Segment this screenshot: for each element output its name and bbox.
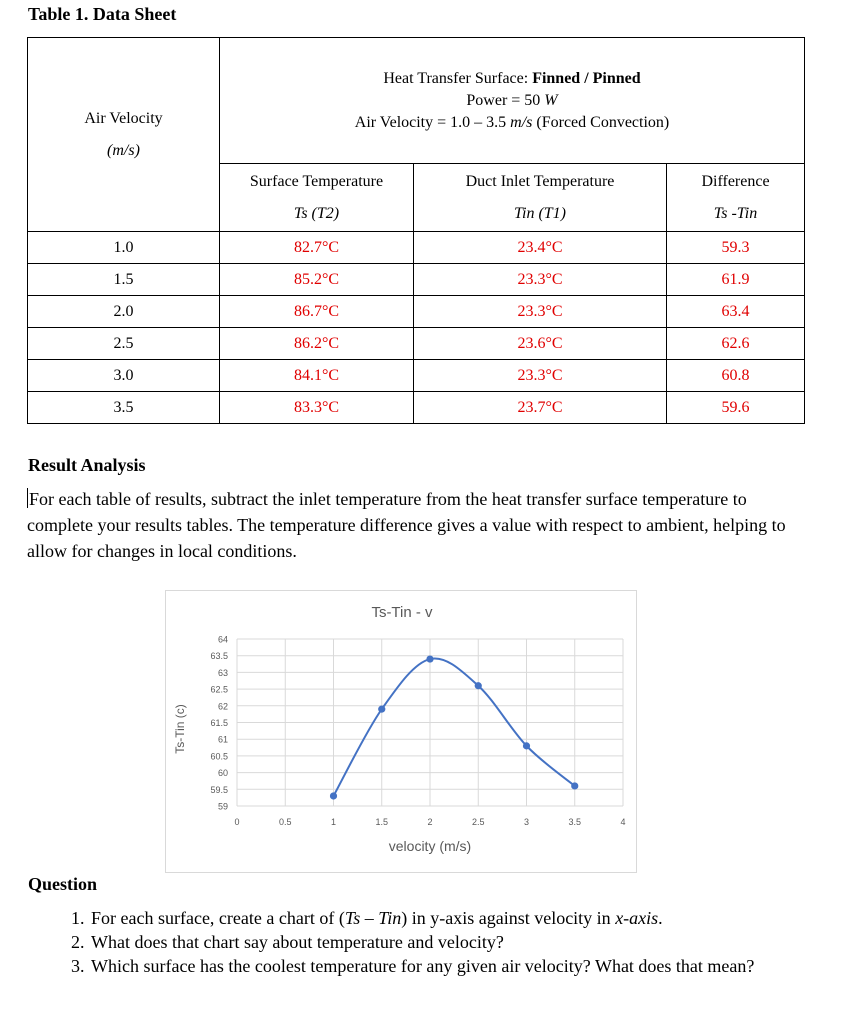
question-item: 1. For each surface, create a chart of (Ts – Tin) in y-axis against velocity in x-axis. — [89, 906, 844, 930]
x-tick-label: 3 — [523, 817, 530, 827]
inlet-temp-cell: 23.6°C — [414, 328, 667, 360]
difference-cell: 62.6 — [667, 328, 805, 360]
difference-cell: 59.3 — [667, 232, 805, 264]
surface-temp-cell: 82.7°C — [220, 232, 414, 264]
y-tick-label: 62.5 — [210, 684, 228, 695]
y-tick-label: 61 — [217, 734, 228, 745]
data-point — [475, 682, 482, 689]
surface-temp-cell: 85.2°C — [220, 264, 414, 296]
table-row — [28, 232, 805, 264]
table-row — [28, 264, 805, 296]
y-tick-label: 61.5 — [210, 718, 228, 728]
x-tick-label: 0 — [234, 817, 240, 827]
y-tick-label: 64 — [217, 634, 228, 645]
surface-temperature-header: Surface Temperature Ts (T2) — [220, 164, 414, 232]
table-row — [28, 296, 805, 328]
inlet-temp-cell: 23.3°C — [414, 264, 667, 296]
data-point — [523, 742, 530, 749]
inlet-temperature-header: Duct Inlet Temperature Tin (T1) — [414, 164, 667, 232]
inlet-temp-cell: 23.4°C — [414, 232, 667, 264]
air-velocity-header — [28, 38, 220, 232]
x-tick-label: 4 — [620, 817, 626, 827]
x-tick-label: 3.5 — [568, 817, 582, 827]
y-tick-label: 63 — [217, 667, 228, 678]
y-tick-label: 59.5 — [210, 784, 228, 795]
power-line: Power = 50 W — [466, 91, 558, 109]
data-point — [330, 792, 337, 799]
y-tick-label: 60 — [217, 768, 228, 779]
x-tick-label: 1.5 — [375, 817, 389, 827]
text-cursor — [27, 488, 28, 508]
difference-cell: 61.9 — [667, 264, 805, 296]
surface-temp-cell: 83.3°C — [220, 392, 414, 424]
difference-header: Difference Ts -Tin — [667, 164, 805, 232]
difference-cell: 59.6 — [667, 392, 805, 424]
result-analysis-heading: Result Analysis — [28, 455, 146, 475]
chart-canvas — [166, 591, 636, 872]
velocity-cell: 3.5 — [28, 392, 220, 424]
y-tick-label: 62 — [217, 701, 228, 712]
data-point — [426, 655, 433, 662]
difference-cell: 63.4 — [667, 296, 805, 328]
surface-temperature-symbol: Ts (T2) — [293, 204, 340, 222]
velocity-cell: 1.5 — [28, 264, 220, 296]
difference-cell: 60.8 — [667, 360, 805, 392]
air-velocity-unit: (m/s) — [107, 141, 140, 159]
y-tick-label: 60.5 — [210, 751, 228, 762]
air-velocity-label: Air Velocity — [84, 109, 163, 127]
question-list — [55, 906, 844, 978]
y-tick-label: 63.5 — [210, 651, 228, 662]
data-point — [571, 782, 578, 789]
difference-vs-velocity-chart — [165, 590, 637, 873]
table-row — [28, 328, 805, 360]
table-row — [28, 360, 805, 392]
surface-temp-cell: 86.2°C — [220, 328, 414, 360]
x-tick-label: 2 — [427, 817, 433, 827]
question-heading: Question — [28, 874, 98, 894]
y-tick-label: 59 — [217, 801, 228, 812]
velocity-cell: 1.0 — [28, 232, 220, 264]
velocity-range-line: Air Velocity = 1.0 – 3.5 m/s (Forced Convection) — [354, 113, 670, 131]
data-point — [378, 706, 385, 713]
inlet-temperature-symbol: Tin (T1) — [513, 204, 566, 222]
question-item: 2. What does that chart say about temperature and velocity? — [89, 930, 844, 954]
data-sheet-table — [27, 37, 805, 424]
table-title: Table 1. Data Sheet — [28, 4, 177, 24]
inlet-temp-cell: 23.3°C — [414, 296, 667, 328]
x-tick-label: 0.5 — [278, 817, 292, 827]
table-row — [28, 392, 805, 424]
series-line — [334, 658, 575, 796]
result-analysis-paragraph: For each table of results, subtract the inlet temperature from the heat transfer surface temperature to complete your results tables. The temperature difference gives a value with respect to ambient, helping to allow for changes in local conditions. — [27, 489, 786, 561]
surface-type-line: Heat Transfer Surface: Finned / Pinned — [383, 69, 641, 87]
experiment-header — [220, 38, 805, 164]
x-tick-label: 2.5 — [471, 817, 485, 827]
velocity-cell: 3.0 — [28, 360, 220, 392]
surface-temp-cell: 86.7°C — [220, 296, 414, 328]
inlet-temp-cell: 23.7°C — [414, 392, 667, 424]
difference-symbol: Ts -Tin — [713, 204, 758, 222]
inlet-temp-cell: 23.3°C — [414, 360, 667, 392]
y-axis-label: Ts-Tin (c) — [173, 704, 187, 754]
surface-temp-cell: 84.1°C — [220, 360, 414, 392]
chart-title: Ts-Tin - v — [371, 604, 433, 621]
surface-type: Finned / Pinned — [532, 69, 641, 87]
velocity-cell: 2.0 — [28, 296, 220, 328]
x-axis-label: velocity (m/s) — [388, 838, 472, 854]
velocity-cell: 2.5 — [28, 328, 220, 360]
x-tick-label: 1 — [330, 817, 337, 827]
question-item: 3. Which surface has the coolest temperature for any given air velocity? What does that mean? — [89, 954, 844, 978]
